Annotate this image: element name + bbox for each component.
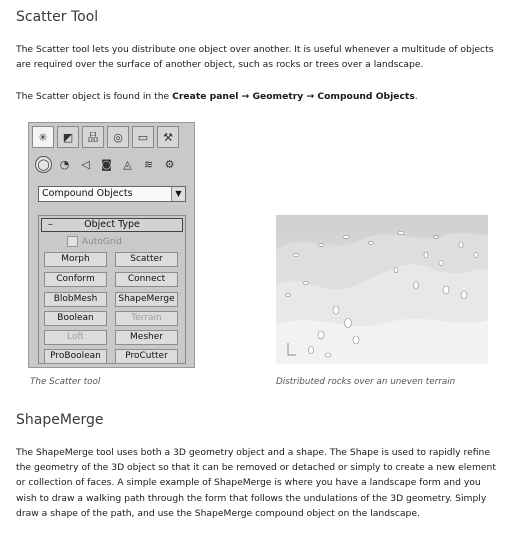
figure-caption-rocks: Distributed rocks over an uneven terrain xyxy=(276,377,456,387)
shapemerge-button[interactable]: ShapeMerge xyxy=(115,292,178,307)
procutter-button[interactable]: ProCutter xyxy=(115,349,178,364)
scatter-intro-paragraph: The Scatter tool lets you distribute one object over another. It is useful whenever a multitude of objects are required over the surface of another object, such as rocks or trees over a landscape. xyxy=(16,44,494,71)
autogrid-label: AutoGrid xyxy=(82,236,122,247)
blobmesh-button[interactable]: BlobMesh xyxy=(44,292,107,307)
geometry-type-dropdown[interactable] xyxy=(38,186,186,202)
chevron-down-icon[interactable]: ▼ xyxy=(171,187,185,201)
display-tab-icon[interactable]: ▭ xyxy=(132,126,154,148)
command-panel-tabs xyxy=(32,126,179,148)
systems-icon[interactable]: ⚙ xyxy=(164,158,175,171)
modify-tab-icon[interactable]: ◩ xyxy=(57,126,79,148)
helpers-icon[interactable]: ◬ xyxy=(123,158,132,171)
section-heading-scatter-tool: Scatter Tool xyxy=(16,9,99,25)
morph-button[interactable]: Morph xyxy=(44,252,107,267)
motion-tab-icon[interactable]: ◎ xyxy=(107,126,129,148)
terrain-button: Terrain xyxy=(115,311,178,326)
location-prefix: The Scatter object is found in the xyxy=(16,91,173,102)
loft-button: Loft xyxy=(44,330,107,345)
section-heading-shapemerge: ShapeMerge xyxy=(16,412,104,428)
lights-icon[interactable]: ◁ xyxy=(81,158,90,171)
geometry-icon[interactable]: ◯ xyxy=(35,156,52,173)
autogrid-checkbox xyxy=(67,236,78,247)
utilities-tab-icon[interactable]: ⚒ xyxy=(157,126,179,148)
rollout-title: Object Type xyxy=(84,219,140,230)
scatter-button[interactable]: Scatter xyxy=(115,252,178,267)
location-path: Create panel → Geometry → Compound Objects xyxy=(172,91,415,102)
boolean-button[interactable]: Boolean xyxy=(44,311,107,326)
cameras-icon[interactable]: ◙ xyxy=(101,158,112,171)
command-panel-figure xyxy=(28,122,195,368)
hierarchy-tab-icon[interactable]: 品 xyxy=(82,126,104,148)
connect-button[interactable]: Connect xyxy=(115,272,178,287)
scatter-location-paragraph xyxy=(16,89,504,104)
figure-caption-scatter-tool: The Scatter tool xyxy=(30,377,101,387)
location-suffix: . xyxy=(414,91,418,102)
shapes-icon[interactable]: ◔ xyxy=(59,158,70,171)
conform-button[interactable]: Conform xyxy=(44,272,107,287)
proboolean-button[interactable]: ProBoolean xyxy=(44,349,107,364)
shapemerge-paragraph: The ShapeMerge tool uses both a 3D geometry object and a shape. The Shape is used to rapidly refine the geometry of the 3D object so that it can be removed or detached or simply to create a new element or collection of faces. A simple example of ShapeMerge is where you have a landscape form and you wish to draw a walking path through the form that follows the undulations of the 3D geometry. Simply draw a shape of the path, and use the ShapeMerge compound object on the landscape. xyxy=(16,447,496,519)
create-tab-icon[interactable]: ✳ xyxy=(32,126,54,148)
create-category-icons xyxy=(35,156,178,173)
spacewarps-icon[interactable]: ≋ xyxy=(143,158,154,171)
rollout-header[interactable] xyxy=(41,218,183,232)
collapse-icon[interactable]: – xyxy=(48,219,53,230)
autogrid-option xyxy=(67,236,122,247)
object-type-rollout xyxy=(38,215,186,364)
mesher-button[interactable]: Mesher xyxy=(115,330,178,345)
dropdown-value: Compound Objects xyxy=(42,188,133,199)
scattered-rocks-render xyxy=(276,215,488,364)
